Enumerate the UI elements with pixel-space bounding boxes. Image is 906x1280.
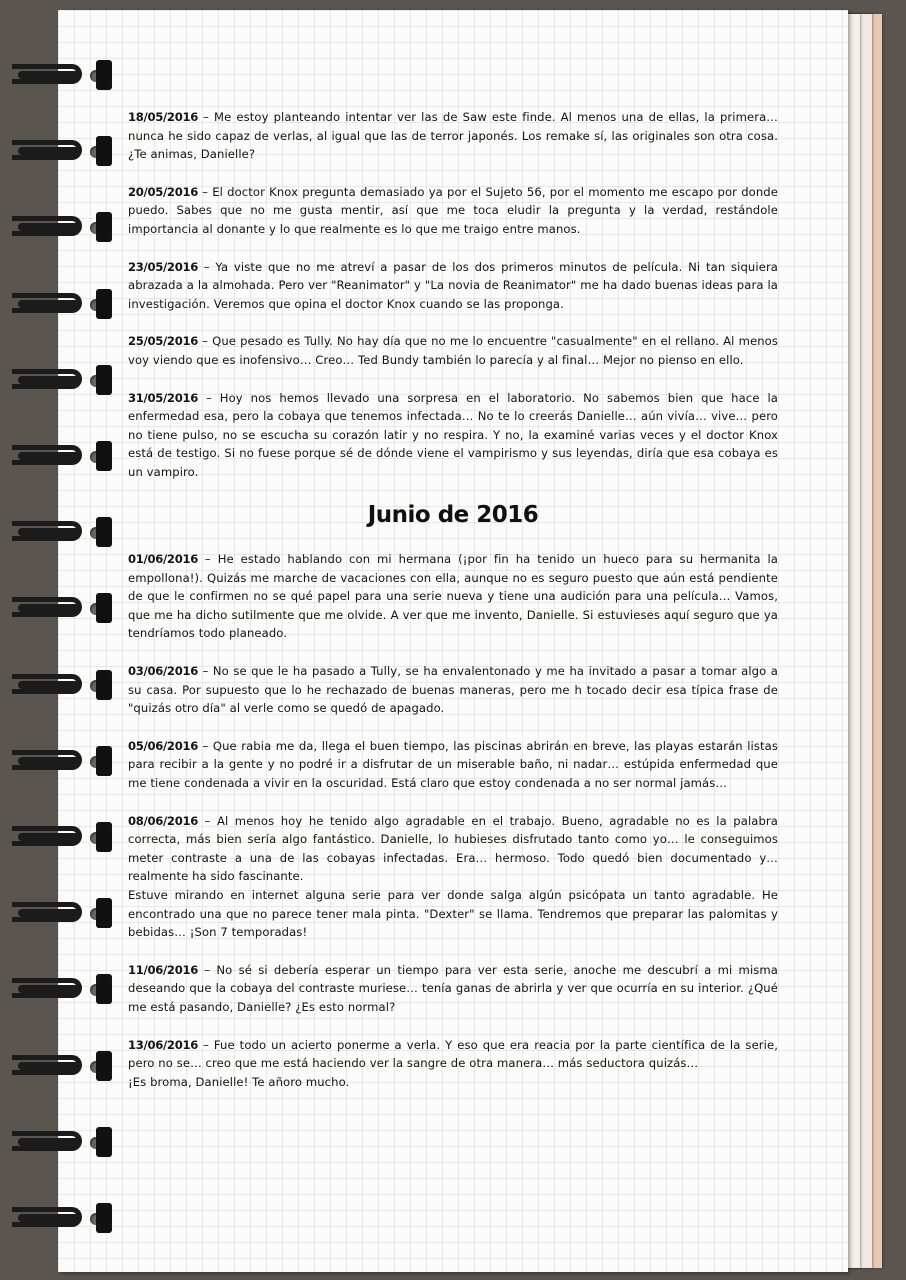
diary-entry: 31/05/2016 – Hoy nos hemos llevado una sorpresa en el laboratorio. No sabemos bien que hace la enfermedad esa, pero la cobaya que tenemos infectada… No te lo creerás Danielle… aún vivía… vive… pero no tiene pulso, no se escucha su corazón latir y no respira. Y no, la examiné varias veces y el doctor Knox está de testigo. Si no fuese porque sé de dónde viene el vampirismo y sus leyendas, diría que esa cobaya es un vampiro.	[128, 390, 778, 479]
entry-date: 23/05/2016	[128, 259, 199, 274]
entry-date: 13/06/2016	[128, 1037, 199, 1052]
spiral-ring	[12, 668, 104, 702]
entry-text: Me estoy planteando intentar ver las de Saw este finde. Al menos una de ellas, la primera… nunca he sido capaz de verlas, al igual que las de terror japonés. Los remake sí, las originales son otra cosa. ¿Te animas, Danielle?	[128, 110, 778, 162]
diary-entry: 23/05/2016 – Ya viste que no me atreví a pasar de los dos primeros minutos de película. Ni tan siquiera abrazada a la almohada. Pero ver "Reanimator" y "La novia de Reanimator" me ha dado buenas ideas para la investigación. Veremos que opina el doctor Knox cuando se las proponga.	[128, 259, 779, 311]
entry-text-continued: Estuve mirando en internet alguna serie para ver donde salga algún psicópata un tanto agradable. He encontrado una que no parece tener mala pinta. "Dexter" se llama. Tendremos que preparar las palomitas y bebidas… ¡Son 7 temporadas!	[128, 888, 778, 940]
entry-text: Fue todo un acierto ponerme a verla. Y eso que era reacia por la parte científica de la serie, pero no se… creo que me está haciendo ver la sangre de otra manera… más seductora quizás…	[128, 1037, 779, 1071]
spiral-ring	[12, 896, 104, 930]
spiral-ring	[12, 1201, 104, 1235]
diary-entry: 13/06/2016 – Fue todo un acierto ponerme a verla. Y eso que era reacia por la parte científica de la serie, pero no se… creo que me está haciendo ver la sangre de otra manera… más seductora quizás… ¡Es broma, Danielle! Te añoro mucho.	[128, 1036, 778, 1092]
diary-entry: 05/06/2016 – Que rabia me da, llega el buen tiempo, las piscinas abrirán en breve, las playas estarán listas para recibir a la gente y no podré ir a disfrutar de un miserable baño, ni nadar… estúpida enfermedad que me tiene condenada a vivir en la oscuridad. Está claro que estoy condenada a no ser normal jamás…	[128, 738, 778, 791]
entry-date: 05/06/2016	[128, 738, 199, 753]
spiral-ring	[12, 287, 104, 321]
entry-date: 01/06/2016	[128, 552, 199, 567]
diary-content	[128, 108, 778, 1110]
diary-entry: 03/06/2016 – No se que le ha pasado a Tully, se ha envalentonado y me ha invitado a pasar a tomar algo a su casa. Por supuesto que lo he rechazado de buenas maneras, pero me h tocado decir esa típica frase de "quizás otro día" al verle como se quedó de apagado.	[128, 664, 778, 716]
entry-date: 20/05/2016	[128, 184, 199, 199]
diary-entry: 18/05/2016 – Me estoy planteando intentar ver las de Saw este finde. Al menos una de ellas, la primera… nunca he sido capaz de verlas, al igual que las de terror japonés. Los remake sí, las originales son otra cosa. ¿Te animas, Danielle?	[128, 110, 778, 162]
spiral-ring	[12, 134, 104, 168]
diary-entry: 01/06/2016 – He estado hablando con mi hermana (¡por fin ha tenido un hueco para su hermanita la empollona!). Quizás me marche de vacaciones con ella, aunque no es seguro puesto que aún está pendiente de que le confirmen no se qué papel para una serie nueva y tiene una audición para una película… Vamos, que me ha dicho sutilmente que me olvide. A ver que me invento, Danielle. Si estuvieses aquí seguro que ya tendríamos todo planeado.	[128, 552, 779, 641]
spiral-ring	[12, 744, 104, 778]
entry-text: El doctor Knox pregunta demasiado ya por el Sujeto 56, por el momento me escapo por donde puedo. Sabes que no me gusta mentir, así que me toca eludir la pregunta y la verdad, restándole importancia al donante y lo que realmente es lo que me traigo entre manos.	[128, 184, 778, 236]
entry-date: 08/06/2016	[128, 813, 199, 828]
entry-date: 18/05/2016	[128, 110, 199, 124]
diary-entry: 20/05/2016 – El doctor Knox pregunta demasiado ya por el Sujeto 56, por el momento me escapo por donde puedo. Sabes que no me gusta mentir, así que me toca eludir la pregunta y la verdad, restándole importancia al donante y lo que realmente es lo que me traigo entre manos.	[128, 184, 778, 236]
entry-text: Al menos hoy he tenido algo agradable en el trabajo. Bueno, agradable no es la palabra correcta, más bien sería algo fantástico. Danielle, lo hubieses disfrutado tanto como yo… le conseguimos meter contraste a una de las cobayas infectadas. Era… hermoso. Todo quedó bien documentado y… realmente ha sido fascinante.	[128, 813, 779, 884]
entry-date: 31/05/2016	[128, 390, 199, 405]
entry-text-continued: ¡Es broma, Danielle! Te añoro mucho.	[128, 1074, 350, 1089]
spiral-ring	[12, 210, 104, 244]
spiral-ring	[12, 58, 104, 92]
spiral-ring	[12, 591, 104, 625]
entry-text: Que pesado es Tully. No hay día que no me lo encuentre "casualmente" en el rellano. Al menos voy viendo que es inofensivo… Creo… Ted Bundy también lo parecía y al final… Mejor no pienso en ello.	[128, 334, 778, 367]
entry-text: Ya viste que no me atreví a pasar de los dos primeros minutos de película. Ni tan siquiera abrazada a la almohada. Pero ver "Reanimator" y "La novia de Reanimator" me ha dado buenas ideas para la investigación. Veremos que opina el doctor Knox cuando se las proponga.	[128, 259, 779, 311]
spiral-ring	[12, 1125, 104, 1159]
spiral-ring	[12, 515, 104, 549]
entry-text: No sé si debería esperar un tiempo para ver esta serie, anoche me descubrí a mi misma deseando que la cobaya del contraste muriese… tenía ganas de abrirla y ver que ocurría en su interior. ¿Qué me está pasando, Danielle? ¿Es esto normal?	[128, 962, 778, 1014]
entry-text: He estado hablando con mi hermana (¡por fin ha tenido un hueco para su hermanita la empollona!). Quizás me marche de vacaciones con ella, aunque no es seguro puesto que aún está pendiente de que le confirmen no se qué papel para una serie nueva y tiene una audición para una película… Vamos, que me ha dicho sutilmente que me olvide. A ver que me invento, Danielle. Si estuvieses aquí seguro que ya tendríamos todo planeado.	[128, 552, 779, 641]
month-heading: Junio de 2016	[367, 501, 539, 528]
spiral-ring	[12, 820, 104, 854]
spiral-ring	[12, 972, 104, 1006]
diary-entry: 08/06/2016 – Al menos hoy he tenido algo agradable en el trabajo. Bueno, agradable no es la palabra correcta, más bien sería algo fantástico. Danielle, lo hubieses disfrutado tanto como yo… le conseguimos meter contraste a una de las cobayas infectadas. Era… hermoso. Todo quedó bien documentado y… realmente ha sido fascinante. Estuve mirando en internet alguna serie para ver donde salga algún psicópata un tanto agradable. He encontrado una que no parece tener mala pinta. "Dexter" se llama. Tendremos que preparar las palomitas y bebidas… ¡Son 7 temporadas!	[128, 812, 778, 942]
entry-date: 03/06/2016	[128, 664, 199, 679]
spiral-ring	[12, 439, 104, 473]
spiral-binding	[0, 0, 110, 1280]
entry-text: Hoy nos hemos llevado una sorpresa en el laboratorio. No sabemos bien que hace la enfermedad esa, pero la cobaya que tenemos infectada… No te lo creerás Danielle… aún vivía… vive… pero no tiene pulso, no se escucha su corazón latir y no respira. Y no, la examiné varias veces y el doctor Knox está de testigo. Si no fuese porque sé de dónde viene el vampirismo y sus leyendas, diría que esa cobaya es un vampiro.	[128, 390, 778, 479]
entry-text: Que rabia me da, llega el buen tiempo, las piscinas abrirán en breve, las playas estarán listas para recibir a la gente y no podré ir a disfrutar de un miserable baño, ni nadar… estúpida enfermedad que me tiene condenada a vivir en la oscuridad. Está claro que estoy condenada a no ser normal jamás…	[128, 738, 778, 791]
entry-date: 11/06/2016	[128, 962, 199, 977]
spiral-ring	[12, 363, 104, 397]
entry-text: No se que le ha pasado a Tully, se ha envalentonado y me ha invitado a pasar a tomar algo a su casa. Por supuesto que lo he rechazado de buenas maneras, pero me h tocado decir esa típica frase de "quizás otro día" al verle como se quedó de apagado.	[128, 664, 778, 716]
spiral-ring	[12, 1049, 104, 1083]
entry-date: 25/05/2016	[128, 334, 199, 349]
diary-entry: 11/06/2016 – No sé si debería esperar un tiempo para ver esta serie, anoche me descubrí a mi misma deseando que la cobaya del contraste muriese… tenía ganas de abrirla y ver que ocurría en su interior. ¿Qué me está pasando, Danielle? ¿Es esto normal?	[128, 962, 778, 1014]
diary-entry: 25/05/2016 – Que pesado es Tully. No hay día que no me lo encuentre "casualmente" en el rellano. Al menos voy viendo que es inofensivo… Creo… Ted Bundy también lo parecía y al final… Mejor no pienso en ello.	[128, 334, 778, 367]
